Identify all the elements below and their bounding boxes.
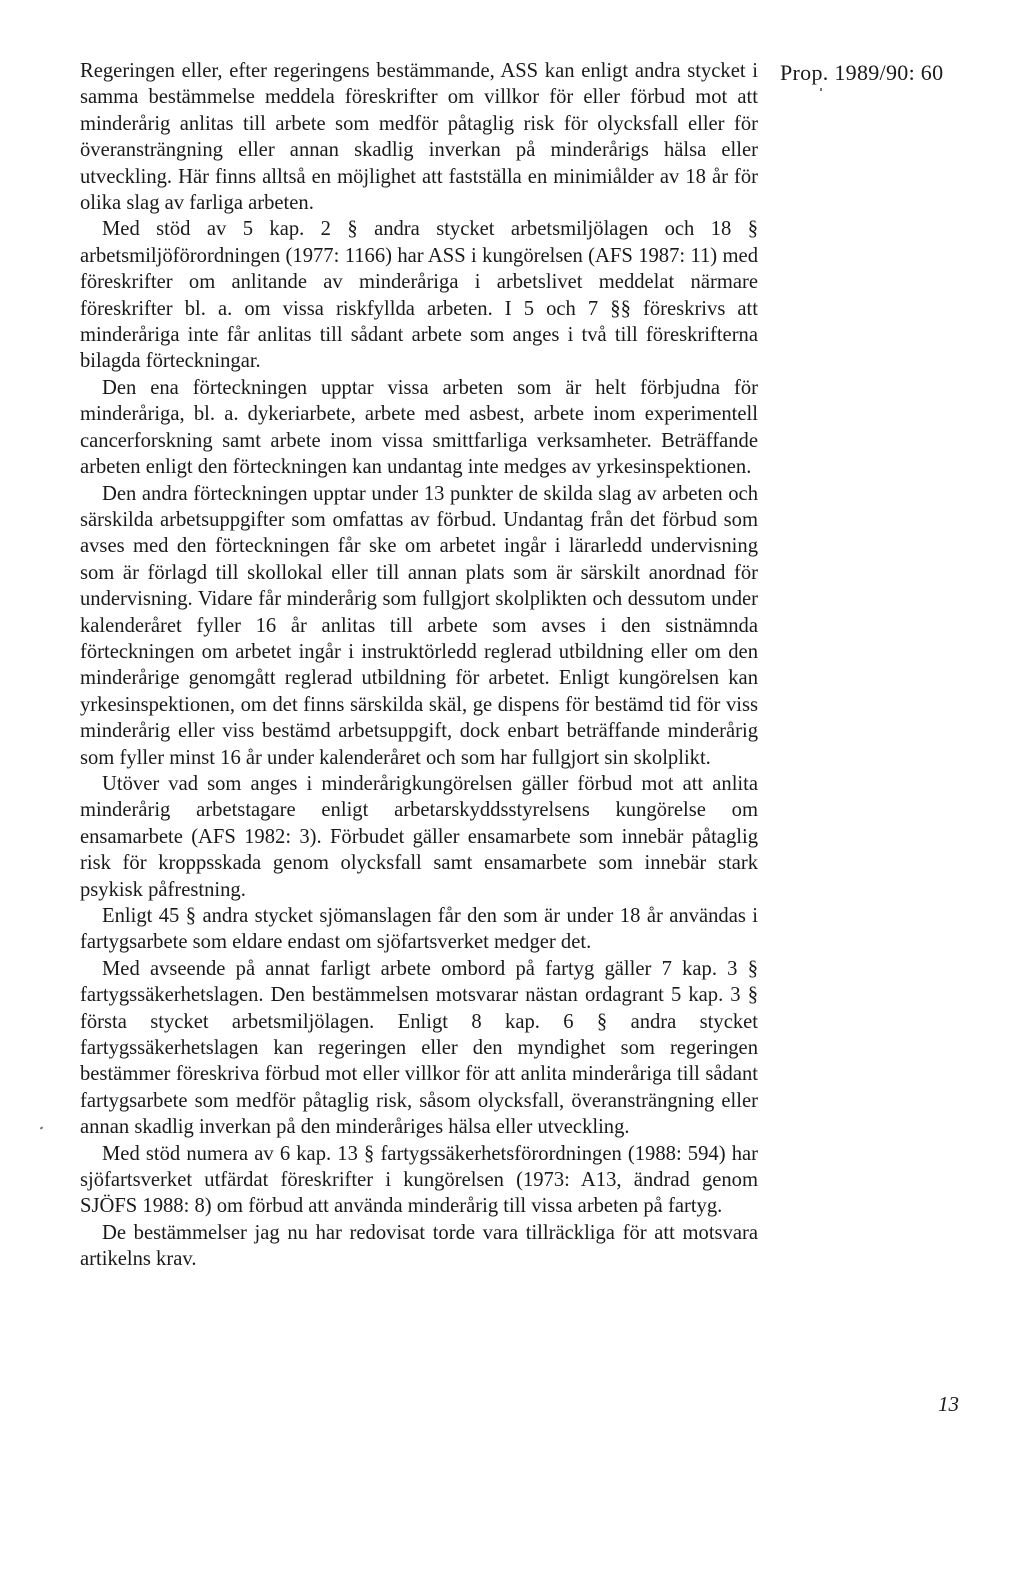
scan-speck <box>820 88 822 91</box>
proposition-reference: Prop. 1989/90: 60 <box>780 60 944 85</box>
paragraph-8: Med stöd numera av 6 kap. 13 § fartygssäkerhetsförordningen (1988: 594) har sjöfartsverket utfärdat föreskrifter i kungörelsen (1973: A13, ändrad genom SJÖFS 1988: 8) om förbud att använda minderårig till vissa arbeten på fartyg. <box>80 1142 758 1218</box>
paragraph-3: Den ena förteckningen upptar vissa arbeten som är helt förbjudna för minderåriga, bl. a. dykeriarbete, arbete med asbest, arbete inom experimentell cancerforskning samt arbete inom vissa smittfarliga verksamheter. Beträffande arbeten enligt den förteckningen kan undantag inte medges av yrkesinspektionen. <box>80 376 758 479</box>
page-number: 13 <box>938 1392 959 1416</box>
paragraph-1: Regeringen eller, efter regeringens bestämmande, ASS kan enligt andra stycket i samma bestämmelse meddela föreskrifter om villkor för eller förbud mot att minderårig anlitas till arbete som medför påtaglig risk för olycksfall eller för överansträngning eller annan skadlig inverkan på minderårigs hälsa eller utveckling. Här finns alltså en möjlighet att fastställa en minimiålder av 18 år för olika slag av farliga arbeten. <box>80 60 758 215</box>
paragraph-9: De bestämmelser jag nu har redovisat torde vara tillräckliga för att motsvara artikelns krav. <box>80 1221 758 1271</box>
body-text <box>80 58 758 1273</box>
paragraph-7: Med avseende på annat farligt arbete ombord på fartyg gäller 7 kap. 3 § fartygssäkerhetslagen. Den bestämmelsen motsvarar nästan ordagrant 5 kap. 3 § första stycket arbetsmiljölagen. Enligt 8 kap. 6 § andra stycket fartygssäkerhetslagen kan regeringen eller den myndighet som regeringen bestämmer föreskriva förbud mot eller villkor för att anlita minderåriga till sådant fartygsarbete som medför påtaglig risk, såsom olycksfall, överansträngning eller annan skadlig inverkan på den minderåriges hälsa eller utveckling. <box>80 957 758 1139</box>
paragraph-5: Utöver vad som anges i minderårigkungörelsen gäller förbud mot att anlita minderårig arbetstagare enligt arbetarskyddsstyrelsens kungörelse om ensamarbete (AFS 1982: 3). Förbudet gäller ensamarbete som innebär påtaglig risk för kroppsskada genom olycksfall samt ensamarbete som innebär stark psykisk påfrestning. <box>80 772 758 901</box>
paragraph-2: Med stöd av 5 kap. 2 § andra stycket arbetsmiljölagen och 18 § arbetsmiljöförordningen (1977: 1166) har ASS i kungörelsen (AFS 1987: 11) med föreskrifter om anlitande av minderåriga i arbetslivet meddelat närmare föreskrifter bl. a. om vissa riskfyllda arbeten. I 5 och 7 §§ föreskrivs att minderåriga inte får anlitas till sådant arbete som anges i två till föreskrifterna bilagda förteckningar. <box>80 218 758 373</box>
paragraph-4: Den andra förteckningen upptar under 13 punkter de skilda slag av arbeten och särskilda arbetsuppgifter som omfattas av förbud. Undantag från det förbud som avses med den förteckningen får ske om arbetet ingår i lärarledd undervisning som är förlagd till skollokal eller till annan plats som är särskilt anordnad för undervisning. Vidare får minderårig som fullgjort skolplikten och dessutom under kalenderåret fyller 16 år anlitas till arbete som avses i den sistnämnda förteckningen om arbetet ingår i instruktörledd reglerad utbildning eller om den minderårige genomgått reglerad utbildning för arbetet. Enligt kungörelsen kan yrkesinspektionen, om det finns särskilda skäl, ge dispens för bestämd tid för viss minderårig eller viss bestämd arbetsuppgift, dock enbart beträffande minderårig som fyller minst 16 år under kalenderåret och som har fullgjort sin skolplikt. <box>80 482 758 769</box>
paragraph-6: Enligt 45 § andra stycket sjömanslagen får den som är under 18 år användas i fartygsarbete som eldare endast om sjöfartsverket medger det. <box>80 905 758 954</box>
scan-speck <box>40 1126 44 1129</box>
